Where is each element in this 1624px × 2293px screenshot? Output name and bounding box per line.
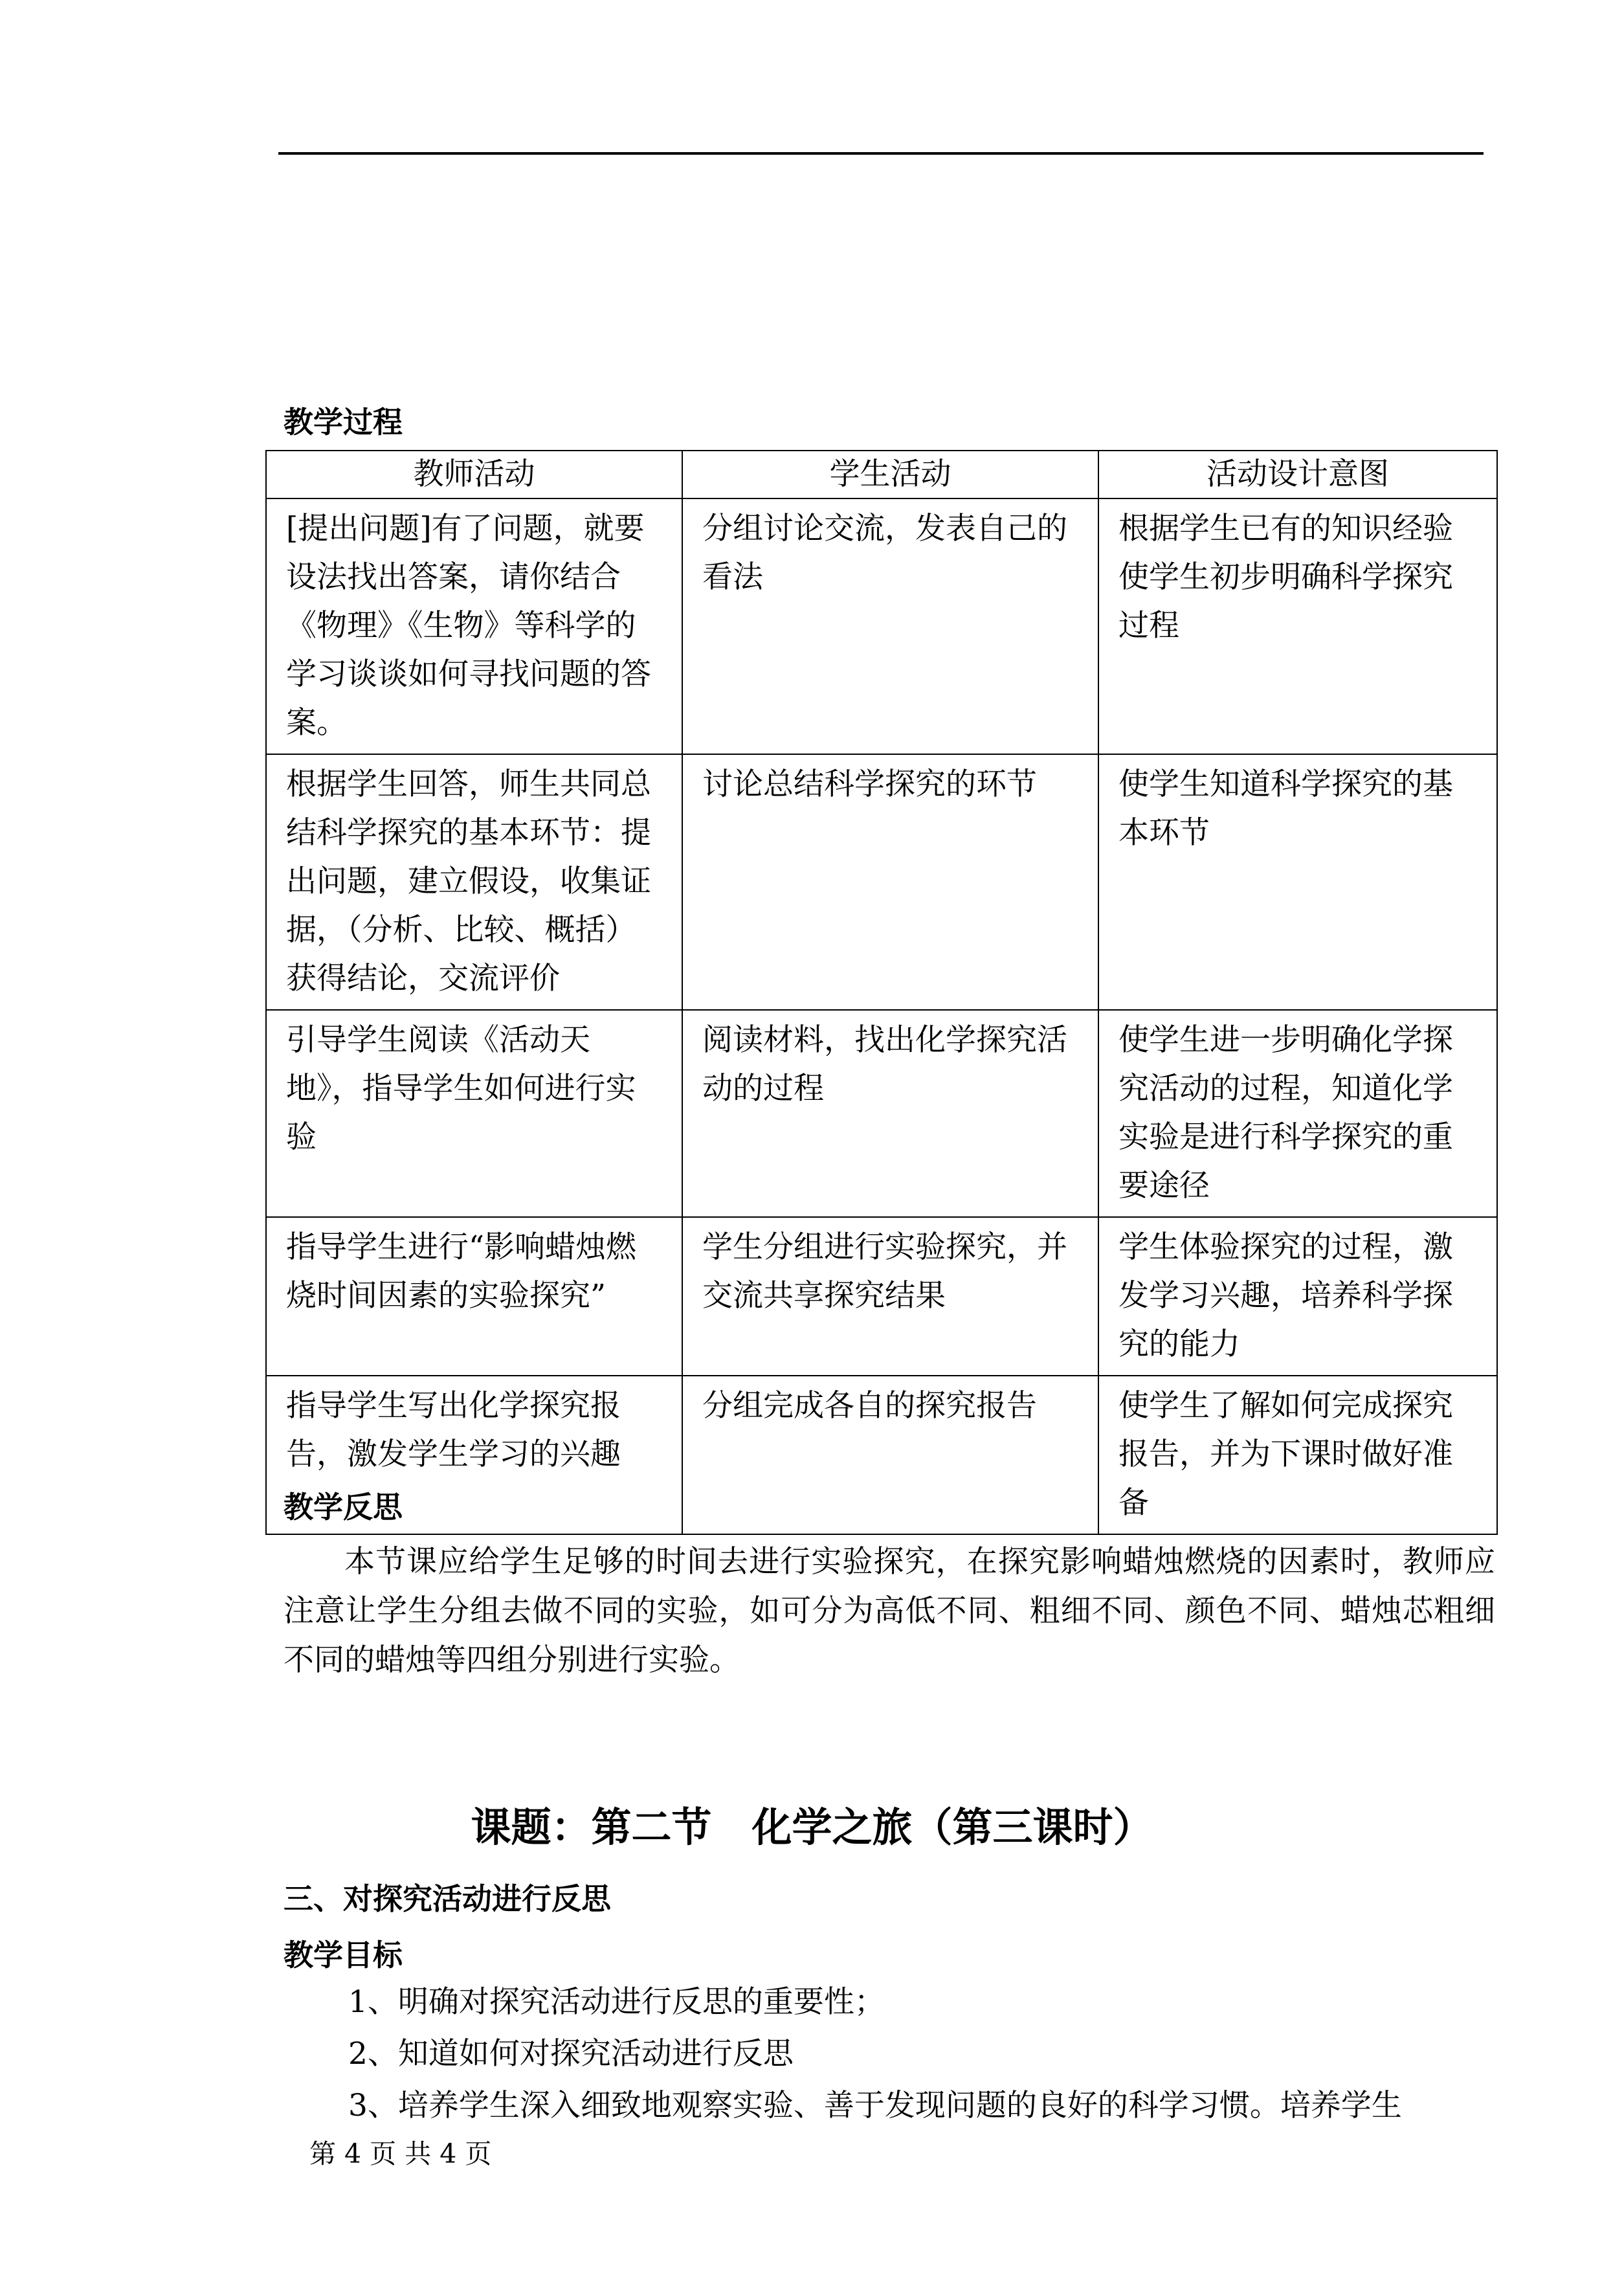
student-activity-cell: 阅读材料，找出化学探究活动的过程 — [682, 1010, 1098, 1217]
teacher-activity-cell: [提出问题]有了问题，就要设法找出答案，请你结合《物理》《生物》等科学的学习谈谈如何寻找问题的答案。 — [266, 498, 682, 754]
section-heading: 三、对探究活动进行反思 — [284, 1881, 611, 1916]
lesson-title: 课题：第二节 化学之旅（第三课时） — [471, 1804, 1153, 1851]
design-intent-cell: 学生体验探究的过程，激发学习兴趣，培养科学探究的能力 — [1098, 1217, 1497, 1376]
table-row — [266, 1010, 1497, 1217]
table-row — [266, 754, 1497, 1010]
design-intent-cell: 根据学生已有的知识经验使学生初步明确科学探究过程 — [1098, 498, 1497, 754]
student-activity-cell: 学生分组进行实验探究，并交流共享探究结果 — [682, 1217, 1098, 1376]
teacher-activity-cell: 引导学生阅读《活动天地》，指导学生如何进行实验 — [266, 1010, 682, 1217]
design-intent-cell: 使学生知道科学探究的基本环节 — [1098, 754, 1497, 1010]
design-intent-cell: 使学生了解如何完成探究报告，并为下课时做好准备 — [1098, 1376, 1497, 1534]
objective-item: 2、知道如何对探究活动进行反思 — [348, 2036, 794, 2072]
process-heading: 教学过程 — [284, 405, 403, 440]
header-design-intent: 活动设计意图 — [1098, 451, 1497, 498]
reflection-heading: 教学反思 — [284, 1490, 403, 1525]
page-footer: 第 4 页 共 4 页 — [309, 2138, 492, 2169]
table-row — [266, 498, 1497, 754]
teacher-activity-cell: 指导学生进行“影响蜡烛燃烧时间因素的实验探究” — [266, 1217, 682, 1376]
table-row — [266, 1217, 1497, 1376]
student-activity-cell: 分组完成各自的探究报告 — [682, 1376, 1098, 1534]
student-activity-cell: 讨论总结科学探究的环节 — [682, 754, 1098, 1010]
header-teacher-activity: 教师活动 — [266, 451, 682, 498]
teacher-activity-cell: 根据学生回答，师生共同总结科学探究的基本环节：提出问题，建立假设，收集证据，（分析、比较、概括）获得结论，交流评价 — [266, 754, 682, 1010]
objectives-heading: 教学目标 — [284, 1938, 403, 1973]
design-intent-cell: 使学生进一步明确化学探究活动的过程，知道化学实验是进行科学探究的重要途径 — [1098, 1010, 1497, 1217]
reflection-paragraph: 本节课应给学生足够的时间去进行实验探究，在探究影响蜡烛燃烧的因素时，教师应注意让学生分组去做不同的实验，如可分为高低不同、粗细不同、颜色不同、蜡烛芯粗细不同的蜡烛等四组分别进行实验。 — [284, 1544, 1495, 1678]
header-student-activity: 学生活动 — [682, 451, 1098, 498]
table-header-row — [266, 451, 1497, 498]
objective-item: 3、培养学生深入细致地观察实验、善于发现问题的良好的科学习惯。培养学生 — [348, 2088, 1402, 2123]
student-activity-cell: 分组讨论交流，发表自己的看法 — [682, 498, 1098, 754]
header-rule — [278, 152, 1484, 155]
teacher-activity-cell: 指导学生写出化学探究报告，激发学生学习的兴趣 — [266, 1376, 682, 1534]
objective-item: 1、明确对探究活动进行反思的重要性； — [348, 1984, 885, 2020]
table-row — [266, 1376, 1497, 1534]
lesson-process-table — [265, 450, 1498, 1535]
